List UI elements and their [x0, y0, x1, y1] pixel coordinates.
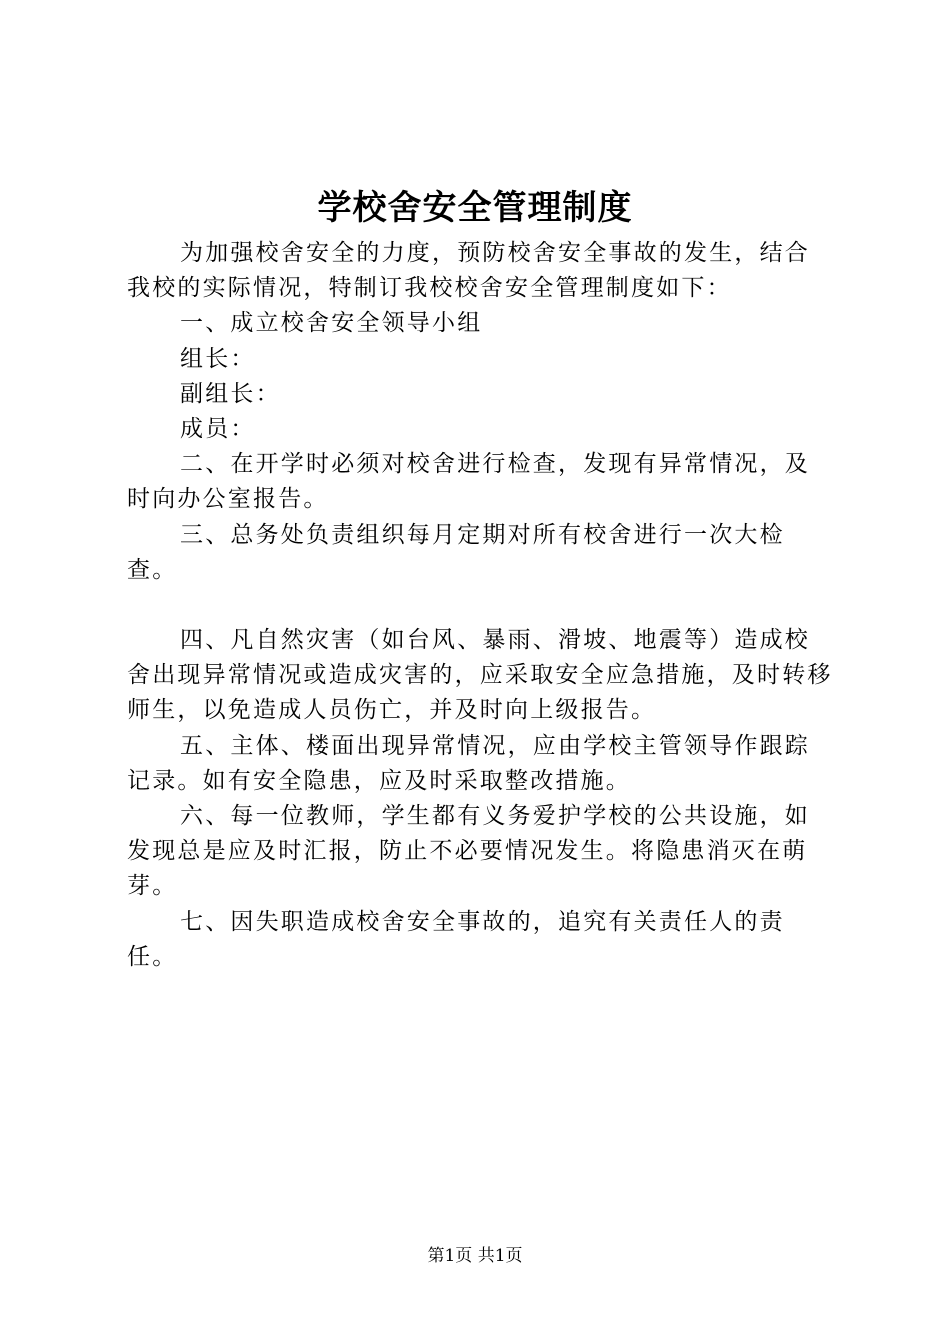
section-6-paragraph: 六、每一位教师，学生都有义务爱护学校的公共设施，如发现总是应及时汇报，防止不必要情况发生。将隐患消灭在萌芽。: [127, 803, 810, 900]
section-1-heading: 一、成立校舍安全领导小组: [180, 310, 483, 337]
leader-line: 组长：: [180, 345, 256, 372]
section-4-paragraph: 四、凡自然灾害（如台风、暴雨、滑坡、地震等）造成校舍出现异常情况或造成灾害的，应采取安全应急措施，及时转移师生，以免造成人员伤亡，并及时向上级报告。: [127, 627, 833, 724]
section-3-paragraph: 三、总务处负责组织每月定期对所有校舍进行一次大检查。: [127, 521, 785, 583]
page-footer: 第1页 共1页: [427, 1246, 523, 1266]
section-2-paragraph: 二、在开学时必须对校舍进行检查，发现有异常情况，及时向办公室报告。: [127, 451, 810, 513]
document-body: [127, 236, 833, 975]
section-7-paragraph: 七、因失职造成校舍安全事故的，追究有关责任人的责任。: [127, 908, 785, 970]
document-title: 学校舍安全管理制度: [317, 188, 633, 228]
intro-paragraph: 为加强校舍安全的力度，预防校舍安全事故的发生，结合我校的实际情况，特制订我校校舍安全管理制度如下：: [127, 240, 810, 302]
deputy-leader-line: 副组长：: [180, 380, 281, 407]
members-line: 成员：: [180, 416, 256, 443]
blank-line: [127, 588, 833, 623]
section-5-paragraph: 五、主体、楼面出现异常情况，应由学校主管领导作跟踪记录。如有安全隐患，应及时采取整改措施。: [127, 732, 810, 794]
